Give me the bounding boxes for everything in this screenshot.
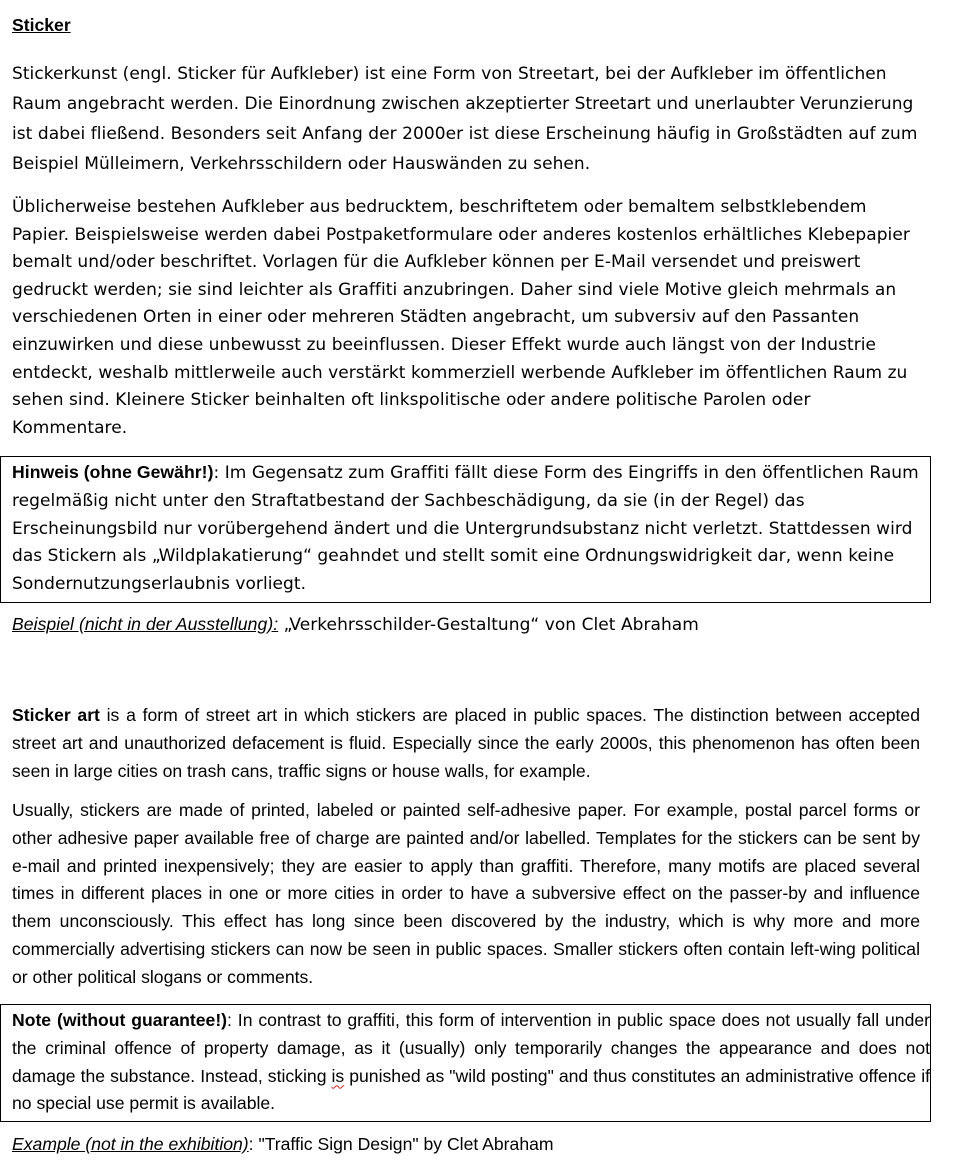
- english-note-label: Note (without guarantee!): [12, 1010, 228, 1030]
- german-note-label: Hinweis (ohne Gewähr!): [12, 462, 214, 482]
- english-note-colon: :: [227, 1010, 232, 1030]
- english-paragraph-intro: [12, 702, 920, 785]
- german-note-box: [0, 456, 931, 603]
- english-example-colon: :: [248, 1134, 254, 1154]
- english-example-label: Example (not in the exhibition): [12, 1134, 249, 1154]
- german-note-colon: :: [213, 463, 220, 483]
- english-example-text: "Traffic Sign Design" by Clet Abraham: [253, 1134, 554, 1154]
- german-paragraph-materials: Üblicherweise bestehen Aufkleber aus bedrucktem, beschriftetem oder bemaltem selbstklebendem Papier. Beispielsweise werden dabei Postpaketformulare oder anderes kostenlos erhältliches Klebepapier bemalt und/oder beschriftet. Vorlagen für die Aufkleber können per E-Mail versendet und preiswert gedruckt werden; sie sind leichter als Graffiti anzubringen. Daher sind viele Motive gleich mehrmals an verschiedenen Orten in einer oder mehreren Städten angebracht, um subversiv auf den Passanten einzuwirken und diese unbewusst zu beeinflussen. Dieser Effekt wurde auch längst von der Industrie entdeckt, weshalb mittlerweile auch verstärkt kommerziell werbende Aufkleber im öffentlichen Raum zu sehen sind. Kleinere Sticker beinhalten oft linkspolitische oder andere politische Parolen oder Kommentare.: [12, 197, 910, 438]
- english-note-box: [0, 1004, 931, 1122]
- german-example-text: „Verkehrsschilder-Gestaltung“ von Clet Abraham: [278, 615, 699, 635]
- german-note-text: Im Gegensatz zum Graffiti fällt diese Form des Eingriffs in den öffentlichen Raum regelmäßig nicht unter den Straftatbestand der Sachbeschädigung, da sie (in der Regel) das Erscheinungsbild nur vorübergehend ändert und die Untergrundsubstanz nicht verletzt. Stattdessen wird das Stickern als „Wildplakatierung“ geahndet und stellt somit eine Ordnungswidrigkeit dar, wenn keine Sondernutzungserlaubnis vorliegt.: [12, 463, 919, 595]
- german-example-line: [12, 611, 920, 639]
- english-intro-lead: Sticker art: [12, 705, 100, 725]
- english-intro-text: is a form of street art in which stickers are placed in public spaces. The distinction between accepted street art and unauthorized defacement is fluid. Especially since the early 2000s, this phenomenon has often been seen in large cities on trash cans, traffic signs or house walls, for example.: [12, 705, 920, 781]
- spellcheck-flagged-word: is: [331, 1065, 345, 1086]
- german-example-label: Beispiel (nicht in der Ausstellung):: [12, 614, 279, 634]
- english-paragraph-materials: Usually, stickers are made of printed, labeled or painted self-adhesive paper. For example, postal parcel forms or other adhesive paper available free of charge are painted and/or labelled. Templates for the stickers can be sent by e-mail and printed inexpensively; they are easier to apply than graffiti. Therefore, many motifs are placed several times in different places in one or more cities in order to have a subversive effect on the passer-by and influence them unconsciously. This effect has long since been discovered by the industry, which is why more and more commercially advertising stickers can now be seen in public spaces. Smaller stickers often contain left-wing political or other political slogans or comments.: [12, 800, 920, 987]
- german-paragraph-intro: Stickerkunst (engl. Sticker für Aufkleber) ist eine Form von Streetart, bei der Aufkleber im öffentlichen Raum angebracht werden. Die Einordnung zwischen akzeptierter Streetart und unerlaubter Verunzierung ist dabei fließend. Besonders seit Anfang der 2000er ist diese Erscheinung häufig in Großstädten auf zum Beispiel Mülleimern, Verkehrsschildern oder Hauswänden zu sehen.: [12, 64, 918, 174]
- document-title: Sticker: [12, 15, 71, 35]
- english-example-line: [12, 1131, 920, 1158]
- english-note-text-after: punished as "wild posting" and thus constitutes an administrative offence if no special use permit is available.: [12, 1065, 930, 1114]
- english-note-text-before: In contrast to graffiti, this form of intervention in public space does not usually fall under the criminal offence of property damage, as it (usually) only temporarily changes the appearance and does not damage the substance. Instead, sticking: [12, 1010, 930, 1086]
